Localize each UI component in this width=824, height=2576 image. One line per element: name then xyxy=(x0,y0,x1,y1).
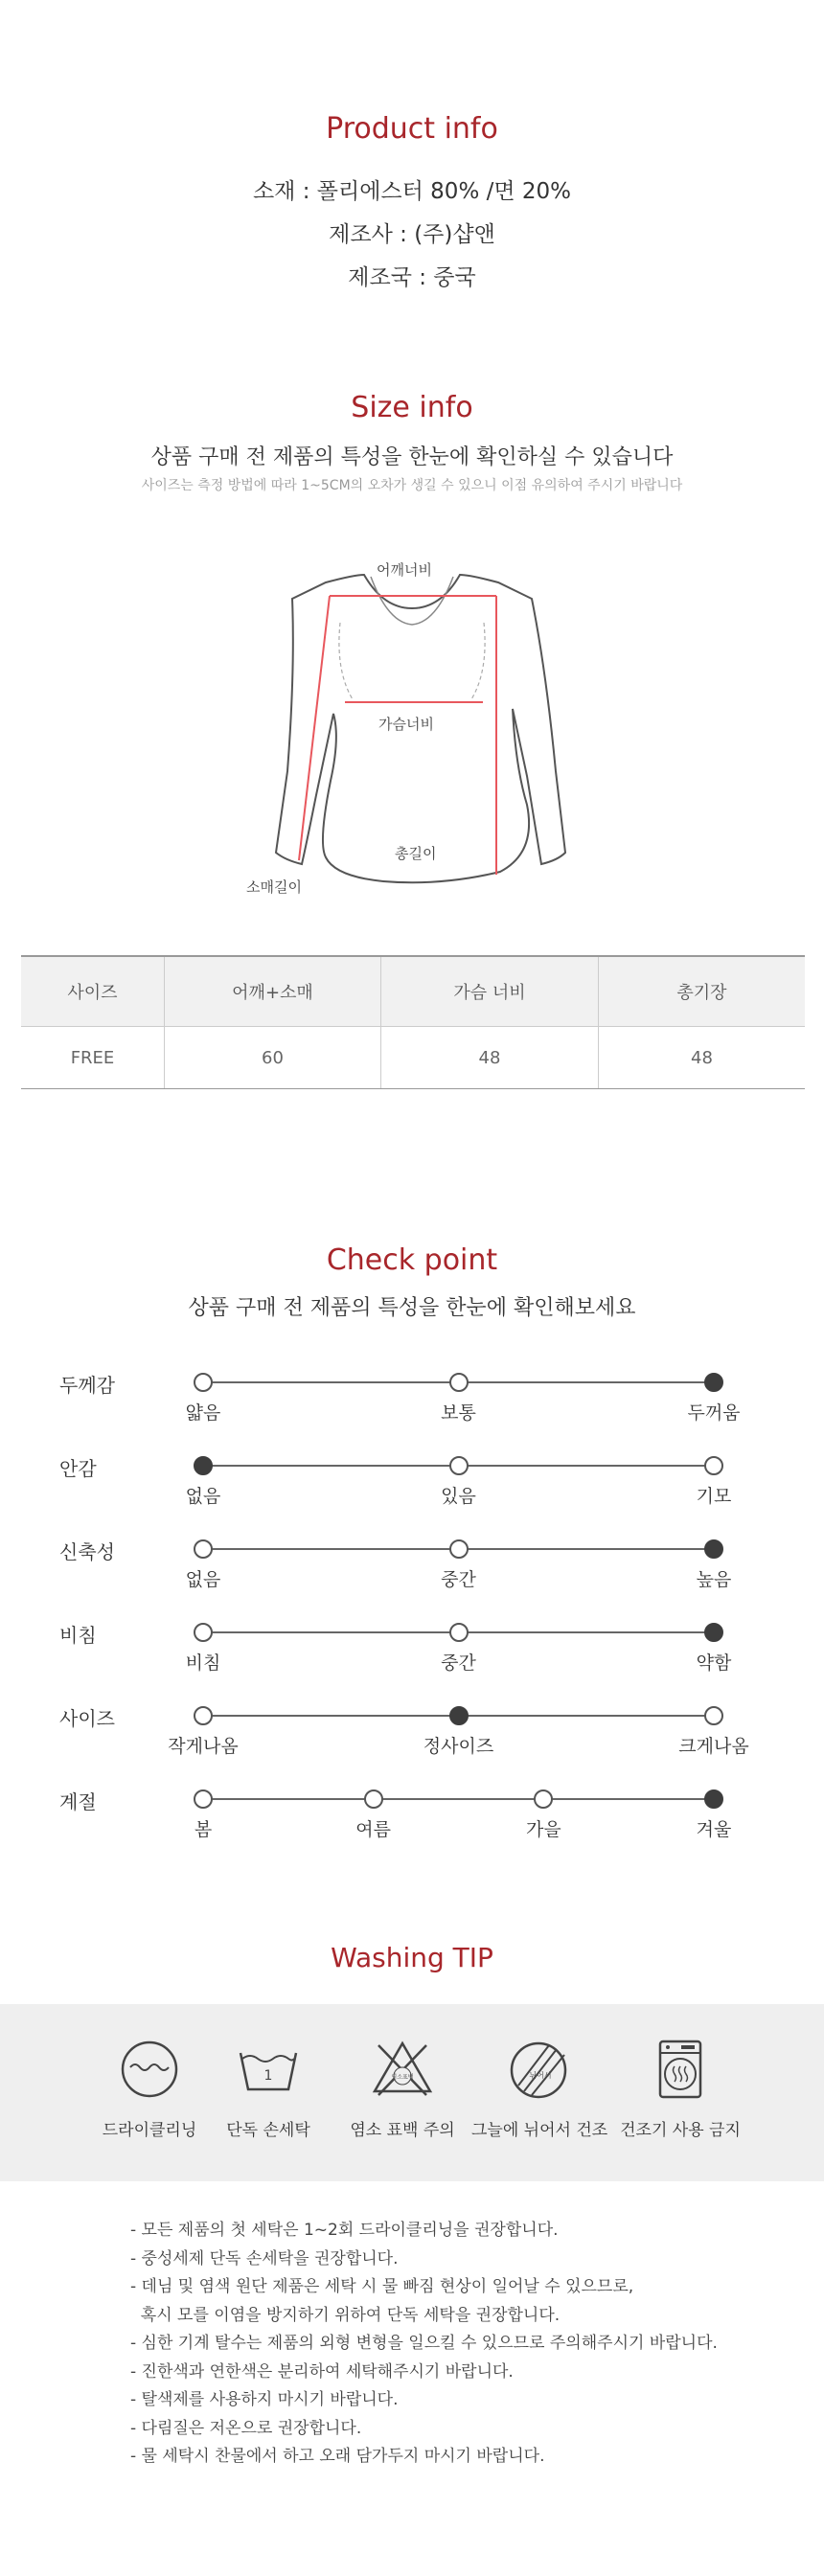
washing-title: Washing TIP xyxy=(331,1942,493,1973)
dry-clean-icon xyxy=(116,2036,183,2103)
check-point-option: 없음 xyxy=(185,1569,221,1590)
wash-label: 염소 표백 주의 xyxy=(350,2121,455,2140)
wash-label: 건조기 사용 금지 xyxy=(620,2121,741,2140)
check-point-option: 기모 xyxy=(696,1486,732,1507)
check-point-dot-selected xyxy=(449,1706,469,1725)
washing-note: - 탈색제를 사용하지 마시기 바랍니다. xyxy=(130,2390,399,2409)
wash-item-no-dryer xyxy=(613,2036,747,2140)
check-point-dot xyxy=(194,1790,213,1809)
check-point-option: 가을 xyxy=(525,1819,561,1840)
washing-note: 혹시 모를 이염을 방지하기 위하여 단독 세탁을 권장합니다. xyxy=(130,2305,561,2325)
washing-note: - 중성세제 단독 손세탁을 권장합니다. xyxy=(130,2248,399,2268)
check-point-option: 보통 xyxy=(441,1402,476,1424)
shoulder-label: 어깨너비 xyxy=(377,561,432,579)
size-table-header xyxy=(21,956,805,1027)
check-point-dot xyxy=(449,1456,469,1475)
washing-note: - 물 세탁시 찬물에서 하고 오래 담가두지 마시기 바랍니다. xyxy=(130,2447,545,2466)
washing-note: - 심한 기계 탈수는 제품의 외형 변형을 일으킬 수 있으므로 주의해주시기 바랍니다. xyxy=(130,2334,718,2353)
check-point-option: 약함 xyxy=(696,1653,732,1674)
long-sleeve-top-illustration xyxy=(249,556,575,920)
size-table xyxy=(21,955,805,1089)
check-point-dot xyxy=(194,1706,213,1725)
cell-size: FREE xyxy=(21,1027,165,1089)
check-point-option: 비침 xyxy=(185,1653,221,1674)
check-point-option: 높음 xyxy=(696,1569,732,1590)
material-text: 소재 : 폴리에스터 80% /면 20% xyxy=(252,179,572,204)
wash-item-dry-clean xyxy=(82,2036,217,2140)
check-point-row xyxy=(0,1449,824,1516)
no-bleach-icon xyxy=(369,2036,436,2103)
no-bleach-mark: 염소표백 xyxy=(391,2074,414,2081)
check-point-option: 중간 xyxy=(441,1569,476,1590)
check-point-option: 겨울 xyxy=(696,1819,732,1840)
size-info-note: 사이즈는 측정 방법에 따라 1~5CM의 오차가 생길 수 있으니 이점 유의하여 주시기 바랍니다 xyxy=(141,478,683,493)
check-point-subtitle: 상품 구매 전 제품의 특성을 한눈에 확인해보세요 xyxy=(188,1296,636,1320)
check-point-dot-selected xyxy=(704,1790,723,1809)
washing-note: - 데님 및 염색 원단 제품은 세탁 시 물 빠짐 현상이 일어날 수 있으므로, xyxy=(130,2277,634,2296)
check-point-label: 신축성 xyxy=(59,1540,115,1563)
check-point-row xyxy=(0,1783,824,1850)
check-point-dot xyxy=(449,1623,469,1642)
check-point-row xyxy=(0,1616,824,1683)
hand-wash-mark: 1 xyxy=(263,2068,273,2084)
washing-notes xyxy=(130,2217,718,2472)
wash-label: 단독 손세탁 xyxy=(226,2121,310,2140)
cell-shoulder-sleeve: 60 xyxy=(165,1027,381,1089)
check-point-option: 있음 xyxy=(441,1486,476,1507)
sleeve-label: 소매길이 xyxy=(246,878,302,896)
cell-chest: 48 xyxy=(381,1027,599,1089)
check-point-option: 없음 xyxy=(185,1486,221,1507)
check-point-label: 비침 xyxy=(59,1624,97,1647)
wash-label: 그늘에 뉘어서 건조 xyxy=(471,2121,608,2140)
shade-dry-mark: 뉘어서 xyxy=(529,2071,552,2080)
check-point-label: 계절 xyxy=(59,1790,97,1813)
header-chest: 가슴 너비 xyxy=(381,956,599,1027)
no-dryer-icon xyxy=(647,2036,714,2103)
washing-note: - 진한색과 연한색은 분리하여 세탁해주시기 바랍니다. xyxy=(130,2361,514,2382)
check-point-option: 중간 xyxy=(441,1653,476,1674)
size-info-subtitle: 상품 구매 전 제품의 특성을 한눈에 확인하실 수 있습니다 xyxy=(150,445,674,469)
check-point-label: 안감 xyxy=(59,1457,97,1480)
washing-note: - 모든 제품의 첫 세탁은 1~2회 드라이클리닝을 권장합니다. xyxy=(130,2221,559,2240)
check-point-title: Check point xyxy=(326,1243,498,1277)
check-point-dot-selected xyxy=(704,1373,723,1392)
wash-item-no-bleach xyxy=(335,2036,469,2140)
check-point-track xyxy=(203,1798,714,1800)
check-point-option: 크게나옴 xyxy=(678,1736,749,1757)
maker-text: 제조사 : (주)샵앤 xyxy=(329,222,495,247)
check-point-dot xyxy=(704,1456,723,1475)
chest-label: 가슴너비 xyxy=(378,716,434,733)
washing-note: - 다림질은 저온으로 권장합니다. xyxy=(130,2418,362,2438)
origin-text: 제조국 : 중국 xyxy=(348,265,476,290)
header-length: 총기장 xyxy=(599,956,806,1027)
check-point-dot xyxy=(364,1790,383,1809)
check-point-dot xyxy=(449,1539,469,1559)
wash-label: 드라이클리닝 xyxy=(102,2121,197,2140)
check-point-dot xyxy=(704,1706,723,1725)
hand-wash-icon xyxy=(235,2036,302,2103)
check-point-dot xyxy=(194,1539,213,1559)
check-point-option: 두꺼움 xyxy=(687,1402,741,1424)
check-point-dot xyxy=(194,1373,213,1392)
check-point-dot xyxy=(534,1790,553,1809)
header-size: 사이즈 xyxy=(21,956,165,1027)
check-point-option: 봄 xyxy=(194,1819,213,1840)
check-point-dot xyxy=(449,1373,469,1392)
product-info-title: Product info xyxy=(326,112,498,146)
check-point-row xyxy=(0,1699,824,1767)
header-shoulder-sleeve: 어깨+소매 xyxy=(165,956,381,1027)
size-info-title: Size info xyxy=(351,391,473,424)
check-point-dot-selected xyxy=(194,1456,213,1475)
wash-item-shade-dry xyxy=(471,2036,606,2140)
table-row xyxy=(21,1027,805,1089)
check-point-dot-selected xyxy=(704,1623,723,1642)
check-point-label: 사이즈 xyxy=(59,1707,115,1730)
shade-dry-icon xyxy=(505,2036,572,2103)
size-diagram xyxy=(246,556,575,920)
cell-length: 48 xyxy=(599,1027,806,1089)
check-point-row xyxy=(0,1533,824,1600)
check-point-option: 정사이즈 xyxy=(423,1736,494,1757)
check-point-dot xyxy=(194,1623,213,1642)
check-point-label: 두께감 xyxy=(59,1374,115,1397)
check-point-option: 작게나옴 xyxy=(168,1736,239,1757)
wash-item-hand-wash xyxy=(201,2036,335,2140)
check-point-option: 여름 xyxy=(355,1819,392,1840)
length-label: 총길이 xyxy=(395,845,437,862)
check-point-option: 얇음 xyxy=(185,1402,221,1424)
check-point-dot-selected xyxy=(704,1539,723,1559)
check-point-row xyxy=(0,1366,824,1433)
